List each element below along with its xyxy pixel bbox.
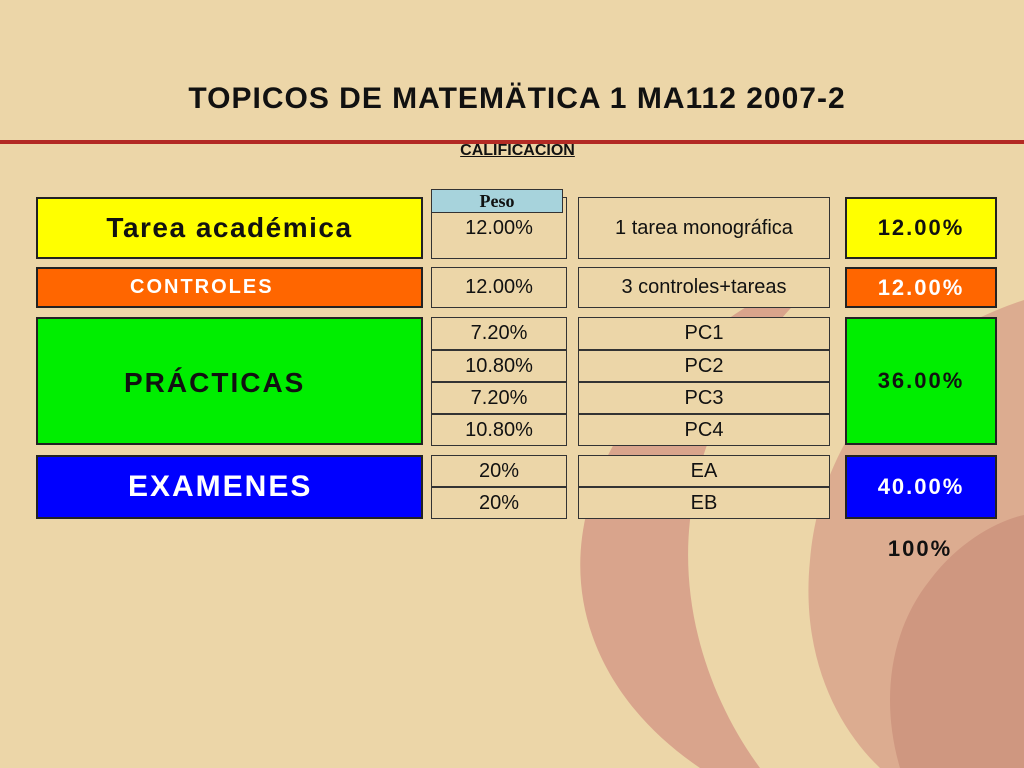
- item-cell: PC2: [578, 350, 830, 382]
- total-controles: 12.00%: [845, 267, 997, 308]
- category-examenes: EXAMENES: [36, 455, 423, 519]
- weight-cell: 20%: [431, 455, 567, 487]
- category-practicas: PRÁCTICAS: [36, 317, 423, 445]
- peso-label: Peso: [431, 189, 563, 213]
- item-cell: 1 tarea monográfica: [578, 197, 830, 259]
- total-examenes: 40.00%: [845, 455, 997, 519]
- subtitle: CALIFICACION: [460, 142, 575, 159]
- weight-cell: 7.20%: [431, 382, 567, 414]
- item-cell: PC3: [578, 382, 830, 414]
- weight-cell: 12.00%: [431, 267, 567, 308]
- page-title: TOPICOS DE MATEMÄTICA 1 MA112 2007-2: [188, 82, 846, 115]
- total-tarea-academica: 12.00%: [845, 197, 997, 259]
- weight-cell: 10.80%: [431, 350, 567, 382]
- item-cell: EB: [578, 487, 830, 519]
- category-controles: CONTROLES: [36, 267, 423, 308]
- weight-cell: 7.20%: [431, 317, 567, 350]
- item-cell: 3 controles+tareas: [578, 267, 830, 308]
- category-tarea-academica: Tarea académica: [36, 197, 423, 259]
- weight-cell: 20%: [431, 487, 567, 519]
- item-cell: PC4: [578, 414, 830, 446]
- item-cell: PC1: [578, 317, 830, 350]
- weight-cell: 10.80%: [431, 414, 567, 446]
- weight-cell: 12.00%: [431, 197, 567, 259]
- item-cell: EA: [578, 455, 830, 487]
- grand-total: 100%: [887, 536, 953, 561]
- total-practicas: 36.00%: [845, 317, 997, 445]
